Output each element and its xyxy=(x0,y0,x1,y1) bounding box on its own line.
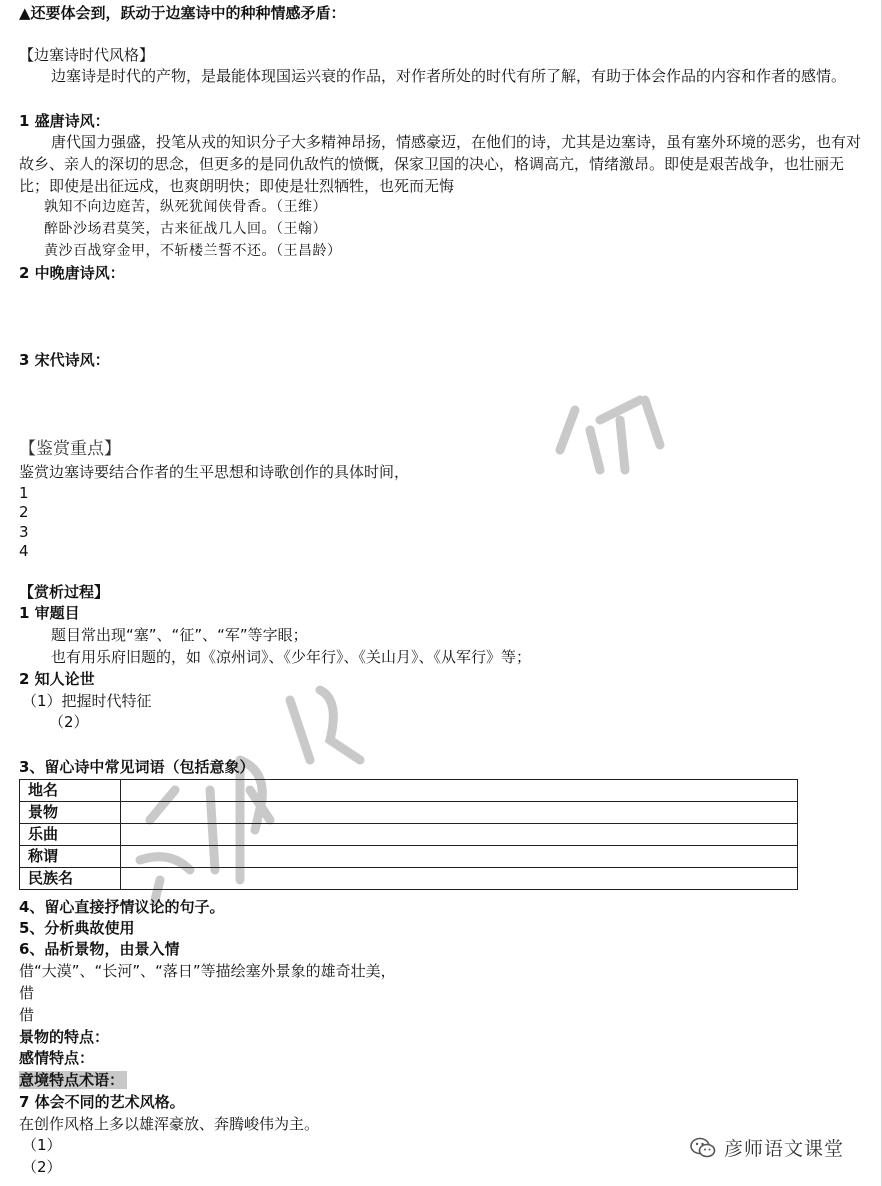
step4-title: 4、留心直接抒情议论的句子。 xyxy=(19,898,225,916)
step6-title: 6、品析景物，由景入情 xyxy=(19,940,180,958)
emotion-label: 感情特点： xyxy=(19,1049,95,1067)
song-title: 3 宋代诗风： xyxy=(19,351,110,369)
table-row-label: 民族名 xyxy=(20,868,121,890)
table-cell xyxy=(121,824,798,846)
table-row xyxy=(20,780,798,802)
step6-line: 借“大漠”、“长河”、“落日”等描绘塞外景象的雄奇壮美， xyxy=(19,962,396,980)
table-cell xyxy=(121,780,798,802)
focus-intro: 鉴赏边塞诗要结合作者的生平思想和诗歌创作的具体时间， xyxy=(19,463,410,481)
step2-title: 2 知人论世 xyxy=(19,670,95,688)
step7-item: （2） xyxy=(22,1158,62,1176)
step2-item: （2） xyxy=(49,713,89,731)
table-row xyxy=(20,846,798,868)
poem-line: 黄沙百战穿金甲，不斩楼兰誓不还。（王昌龄） xyxy=(44,243,342,259)
step3-title: 3、留心诗中常见词语（包括意象） xyxy=(19,758,255,776)
tang-flourish-body: 唐代国力强盛，投笔从戎的知识分子大多精神昂扬，情感豪迈，在他们的诗，尤其是边塞诗，虽有塞外环境的恶劣，也有对故乡、亲人的深切的思念，但更多的是同仇敌忾的愤慨，保家卫国的决心，格调高亢，情绪激昂。即使是艰苦战争，也壮丽无比；即使是出征远戍，也爽朗明快；即使是壮烈牺牲，也死而无悔 xyxy=(19,133,862,195)
step6-line: 借 xyxy=(19,984,35,1002)
step1-line: 题目常出现“塞”、“征”、“军”等字眼； xyxy=(51,626,308,644)
style-section-title: 【边塞诗时代风格】 xyxy=(19,46,155,64)
step1-line: 也有用乐府旧题的，如《凉州词》、《少年行》、《关山月》、《从军行》等； xyxy=(51,648,532,666)
term-label xyxy=(19,1070,127,1090)
step6-line: 借 xyxy=(19,1006,35,1024)
table-row-label: 称谓 xyxy=(20,846,121,868)
table-row xyxy=(20,868,798,890)
word-table xyxy=(19,779,798,890)
poem-line: 孰知不向边庭苦，纵死犹闻侠骨香。（王维） xyxy=(44,199,327,215)
style-intro: 边塞诗是时代的产物，是最能体现国运兴衰的作品，对作者所处的时代有所了解，有助于体会作品的内容和作者的感情。 xyxy=(51,67,847,85)
focus-section-title: 【鉴赏重点】 xyxy=(19,439,121,459)
focus-number: 1 xyxy=(19,484,29,502)
tang-late-title: 2 中晚唐诗风： xyxy=(19,264,125,282)
term-label-highlight: 意境特点术语： xyxy=(19,1071,127,1089)
step5-title: 5、分析典故使用 xyxy=(19,919,135,937)
focus-number: 3 xyxy=(19,523,29,541)
table-row-label: 地名 xyxy=(20,780,121,802)
section-heading: ▲还要体会到，跃动于边塞诗中的种种情感矛盾： xyxy=(19,4,346,22)
table-cell xyxy=(121,846,798,868)
step7-line: 在创作风格上多以雄浑豪放、奔腾峻伟为主。 xyxy=(19,1115,320,1133)
step2-item: （1）把握时代特征 xyxy=(22,692,152,710)
table-cell xyxy=(121,868,798,890)
brand-name: 彦师语文课堂 xyxy=(724,1138,845,1160)
poem-line: 醉卧沙场君莫笑，古来征战几人回。（王翰） xyxy=(44,221,327,237)
wechat-icon xyxy=(690,1137,716,1159)
brand-watermark xyxy=(690,1134,844,1161)
step7-item: （1） xyxy=(22,1136,62,1154)
table-row xyxy=(20,824,798,846)
scenery-label: 景物的特点： xyxy=(19,1028,110,1046)
focus-number: 4 xyxy=(19,542,29,560)
step7-title: 7 体会不同的艺术风格。 xyxy=(19,1093,185,1111)
table-cell xyxy=(121,802,798,824)
table-row xyxy=(20,802,798,824)
step1-title: 1 审题目 xyxy=(19,604,80,622)
table-row-label: 景物 xyxy=(20,802,121,824)
focus-number: 2 xyxy=(19,503,29,521)
table-row-label: 乐曲 xyxy=(20,824,121,846)
tang-flourish-title: 1 盛唐诗风： xyxy=(19,112,110,130)
process-section-title: 【赏析过程】 xyxy=(19,583,110,601)
